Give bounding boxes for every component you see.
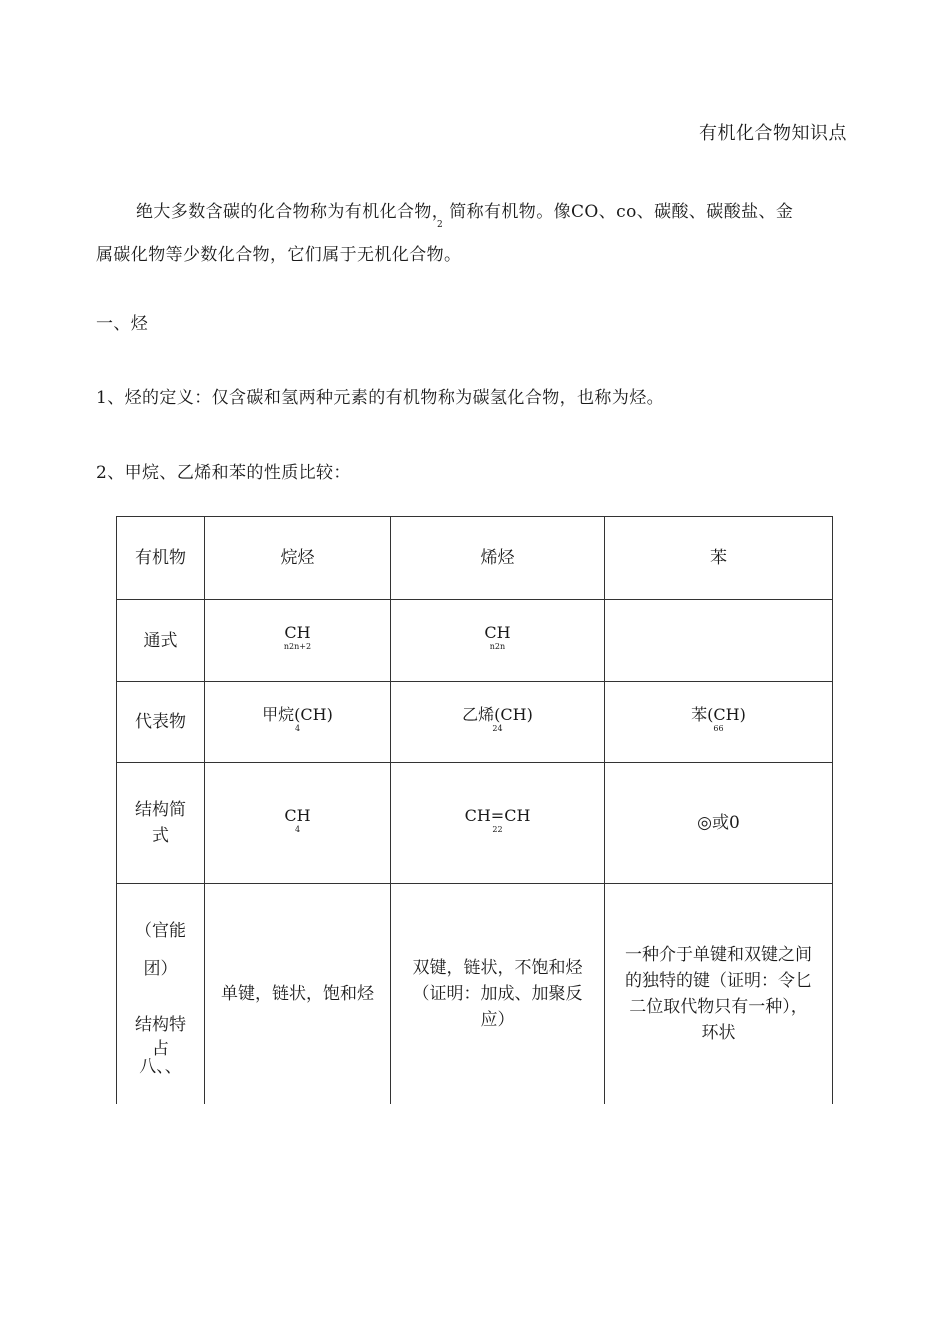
label-line: 式 xyxy=(152,826,169,846)
formula-subscript: n2n+2 xyxy=(283,642,312,651)
intro-subscript: 2 xyxy=(437,220,443,230)
row-label-features xyxy=(117,884,205,1105)
cell-alkene-representative xyxy=(391,682,605,763)
row-label-general-formula: 通式 xyxy=(117,600,205,682)
section-heading-hydrocarbons: 一、烃 xyxy=(96,314,149,334)
cell-alkene-general-formula xyxy=(391,600,605,682)
header-cell-organic: 有机物 xyxy=(117,517,205,600)
comparison-intro: 2、甲烷、乙烯和苯的性质比较： xyxy=(96,463,351,483)
label-line: 团） xyxy=(143,959,178,979)
label-line: 占 xyxy=(152,1039,169,1059)
feature-line: 环状 xyxy=(701,1023,736,1043)
feature-line: 一种介于单键和双键之间 xyxy=(625,945,812,965)
cell-alkane-structure xyxy=(205,763,391,884)
label-line: 八、、 xyxy=(139,1057,182,1077)
feature-line: 双键，链状，不饱和烃 xyxy=(412,958,583,978)
label-line: 结构特 xyxy=(135,1015,186,1035)
feature-line: 应） xyxy=(480,1010,515,1030)
cell-benzene-features xyxy=(605,884,833,1105)
intro-paragraph xyxy=(96,199,856,268)
cell-benzene-representative xyxy=(605,682,833,763)
intro-line-2: 属碳化物等少数化合物，它们属于无机化合物。 xyxy=(96,245,462,265)
header-cell-benzene: 苯 xyxy=(605,517,833,600)
formula-main: CH xyxy=(484,623,511,642)
comparison-table xyxy=(116,516,833,1104)
feature-line: （证明：加成、加聚反 xyxy=(412,984,583,1004)
formula-main: CH=CH xyxy=(464,805,531,825)
cell-alkane-representative xyxy=(205,682,391,763)
formula-main: CH xyxy=(284,623,311,642)
header-cell-alkene: 烯烃 xyxy=(391,517,605,600)
formula-main: 苯(CH) xyxy=(691,704,746,724)
cell-alkene-structure xyxy=(391,763,605,884)
table-row-general-formula xyxy=(117,600,833,682)
intro-line-1: 绝大多数含碳的化合物称为有机化合物，简称有机物。像CO、co、碳酸、碳酸盐、金 xyxy=(136,202,794,222)
formula-subscript: n2n xyxy=(489,642,506,651)
table-row-structure xyxy=(117,763,833,884)
feature-line: 的独特的键（证明：令匕 xyxy=(625,971,812,991)
formula-main: 甲烷(CH) xyxy=(262,704,333,724)
cell-alkene-features xyxy=(391,884,605,1105)
document-title: 有机化合物知识点 xyxy=(699,123,847,144)
formula-subscript: 66 xyxy=(713,723,724,733)
header-cell-alkane: 烷烃 xyxy=(205,517,391,600)
hydrocarbon-definition: 1、烃的定义：仅含碳和氢两种元素的有机物称为碳氢化合物，也称为烃。 xyxy=(96,388,665,408)
feature-line: 二位取代物只有一种）， xyxy=(629,997,808,1017)
cell-alkane-general-formula xyxy=(205,600,391,682)
cell-benzene-structure: ◎或0 xyxy=(605,763,833,884)
table-row-features xyxy=(117,884,833,1105)
label-line: 结构简 xyxy=(135,800,186,820)
table-row-header xyxy=(117,517,833,600)
table-row-representative xyxy=(117,682,833,763)
cell-benzene-general-formula xyxy=(605,600,833,682)
cell-alkane-features: 单键，链状，饱和烃 xyxy=(205,884,391,1105)
row-label-representative: 代表物 xyxy=(117,682,205,763)
formula-subscript: 24 xyxy=(492,723,503,733)
formula-main: CH xyxy=(284,805,311,825)
row-label-structure xyxy=(117,763,205,884)
formula-main: 乙烯(CH) xyxy=(462,704,533,724)
label-line: （官能 xyxy=(135,921,186,941)
formula-subscript: 22 xyxy=(492,824,503,834)
formula-subscript: 4 xyxy=(294,723,301,733)
formula-subscript: 4 xyxy=(294,824,301,834)
